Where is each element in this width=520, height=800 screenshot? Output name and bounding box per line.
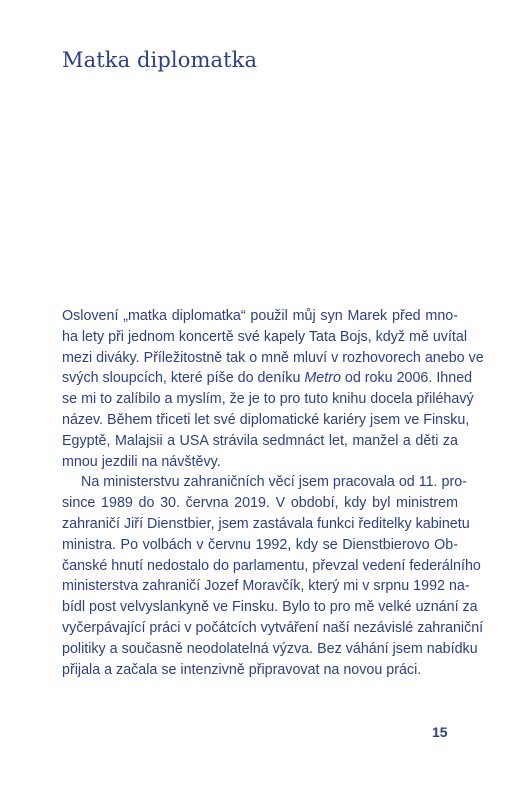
paragraph-2-line-4: ministra. Po volbách v červnu 1992, kdy se Dienstbierovo Ob- <box>62 536 458 553</box>
paragraph-2-line-3: zahraničí Jiří Dienstbier, jsem zastávala funkci ředitelky kabinetu <box>62 515 470 532</box>
paragraph-2-line-1: Na ministerstvu zahraničních věcí jsem pracovala od 11. pro- <box>81 474 467 491</box>
paragraph-1-line-6: název. Během třiceti let své diplomatické kariéry jsem ve Finsku, <box>62 411 470 428</box>
paragraph-1-line-1: Oslovení „matka diplomatka“ použil můj syn Marek před mno- <box>62 308 458 324</box>
paragraph-2-line-8: vyčerpávající práci v počátcích vytváření naší nezávislé zahraniční <box>62 619 484 636</box>
paragraph-2-line-10: přijala a začala se intenzivně připravovat na novou práci. <box>62 661 422 678</box>
body-text <box>62 306 484 680</box>
paragraph-2-line-5: čanské hnutí nedostalo do parlamentu, převzal vedení federálního <box>62 557 481 574</box>
paragraph-1-line-4 <box>62 368 473 389</box>
chapter-title: Matka diplomatka <box>62 48 258 72</box>
line-text-after: od roku 2006. Ihned <box>340 370 473 387</box>
paragraph-2-line-7: bídl post velvyslankyně ve Finsku. Bylo to pro mě velké uznání za <box>62 599 478 616</box>
page-number: 15 <box>432 724 448 740</box>
paragraph-2-line-9: politiky a současně neodolatelná výzva. Bez váhání jsem nabídku <box>62 640 478 657</box>
paragraph-1-line-2: ha lety při jednom koncertě své kapely Tata Bojs, když mě uvítal <box>62 328 468 345</box>
paragraph-1-line-3: mezi diváky. Příležitostně tak o mně mluví v rozhovorech anebo ve <box>62 349 484 366</box>
paragraph-1-line-8: mnou jezdili na návštěvy. <box>62 453 221 470</box>
paragraph-1-line-7: Egyptě, Malajsii a USA strávila sedmnáct let, manžel a děti za <box>62 432 458 449</box>
newspaper-title: Metro <box>304 370 341 387</box>
paragraph-2-line-2: since 1989 do 30. června 2019. V období, kdy byl ministrem <box>62 495 458 512</box>
paragraph-1-line-5: se mi to zalíbilo a myslím, že je to pro tuto knihu docela přiléhavý <box>62 391 474 408</box>
paragraph-2-line-6: ministerstva zahraničí Jozef Moravčík, který mi v srpnu 1992 na- <box>62 578 470 595</box>
line-text-before: svých sloupcích, které píše do deníku <box>62 370 305 387</box>
